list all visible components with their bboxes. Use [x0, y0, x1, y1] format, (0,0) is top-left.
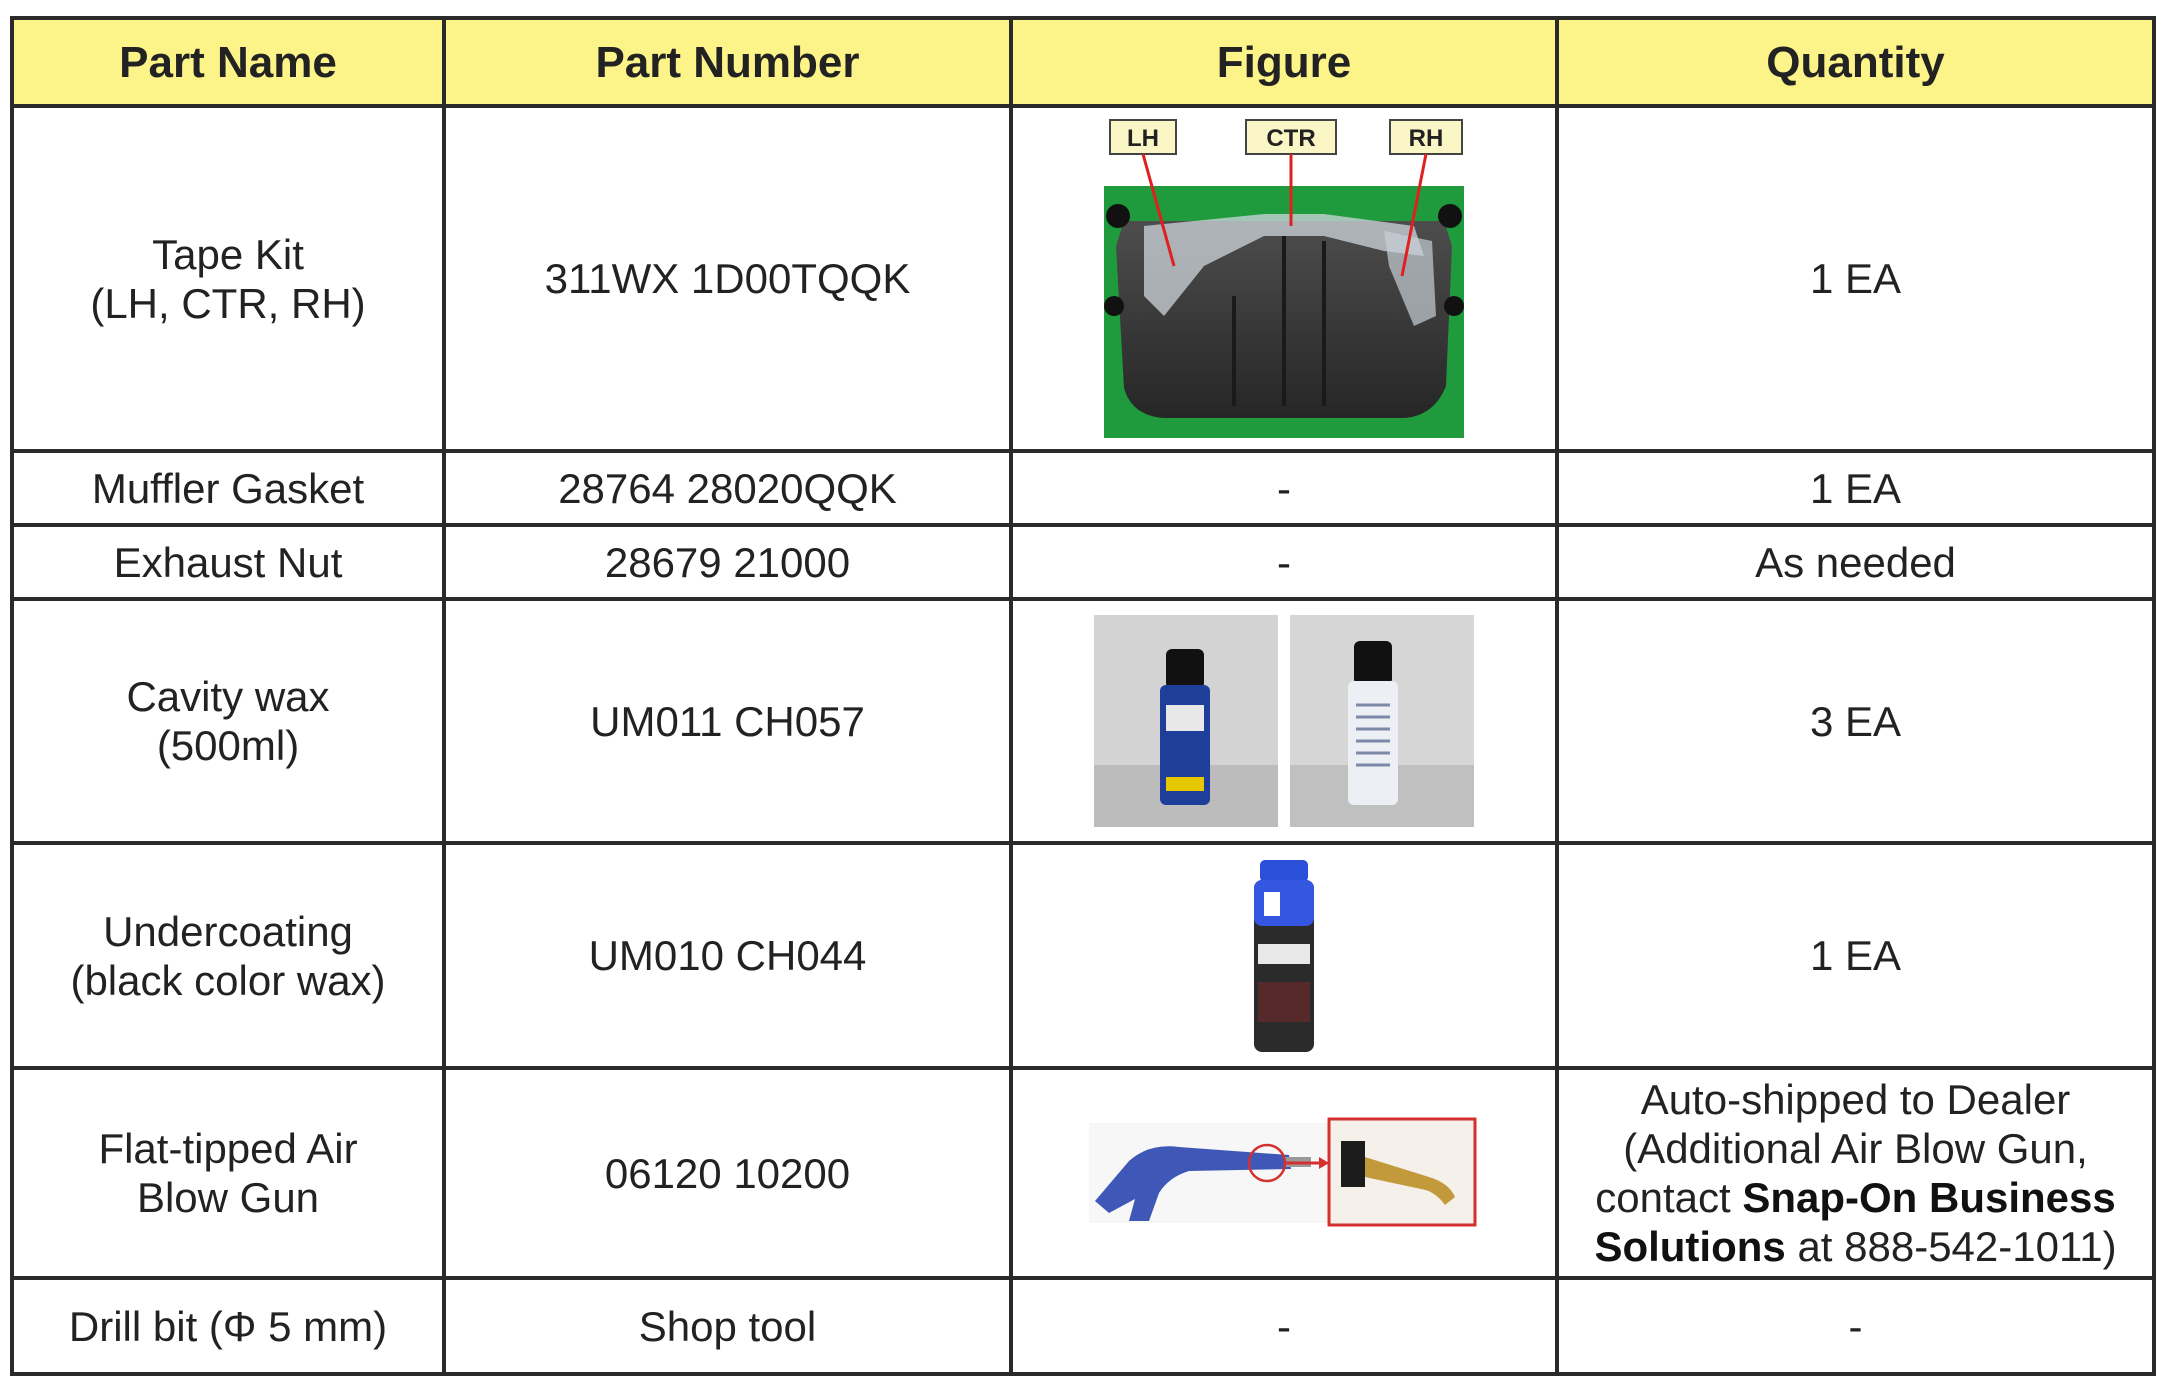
header-figure: Figure	[1011, 18, 1557, 106]
part-name-cell	[12, 106, 444, 451]
quantity-line3-prefix: contact	[1595, 1174, 1731, 1221]
quantity-line2: (Additional Air Blow Gun,	[1623, 1125, 2088, 1172]
table-row	[12, 843, 2154, 1068]
part-name-line1: Undercoating	[103, 907, 353, 955]
figure-cell	[1011, 843, 1557, 1068]
part-name-cell	[12, 1068, 444, 1278]
part-name-line1: Flat-tipped Air	[98, 1125, 358, 1172]
figure-cell	[1011, 599, 1557, 843]
cavity-wax-photo	[1094, 615, 1474, 827]
table-row	[12, 525, 2154, 599]
part-name-line2: (black color wax)	[70, 956, 386, 1004]
part-number-cell: Shop tool	[444, 1278, 1011, 1374]
table-row	[12, 451, 2154, 525]
part-name-line2: Blow Gun	[136, 1174, 320, 1221]
part-name-line1: Cavity wax	[126, 673, 330, 720]
part-name-cell: Drill bit (Φ 5 mm)	[12, 1278, 444, 1374]
part-name-line2: (500ml)	[156, 722, 300, 769]
part-name-cell	[12, 843, 444, 1068]
quantity-cell: 3 EA	[1557, 599, 2154, 843]
undercoating-can-photo	[1244, 858, 1324, 1054]
label-lh: LH	[1127, 125, 1159, 152]
header-part-name: Part Name	[12, 18, 444, 106]
quantity-line1: Auto-shipped to Dealer	[1640, 1076, 2071, 1123]
snap-on-company-name-line2: Solutions	[1594, 1223, 1786, 1270]
part-number-cell: 06120 10200	[444, 1068, 1011, 1278]
figure-cell: -	[1011, 451, 1557, 525]
part-name-line2: (LH, CTR, RH)	[90, 279, 366, 327]
snap-on-company-name-line1: Snap-On Business	[1742, 1174, 2116, 1221]
quantity-cell: 1 EA	[1557, 843, 2154, 1068]
part-name-cell: Muffler Gasket	[12, 451, 444, 525]
table-row	[12, 1278, 2154, 1374]
part-number-cell: 28764 28020QQK	[444, 451, 1011, 525]
part-number-cell: 311WX 1D00TQQK	[444, 106, 1011, 451]
table-header-row	[12, 18, 2154, 106]
header-quantity: Quantity	[1557, 18, 2154, 106]
part-name-line1: Tape Kit	[152, 230, 304, 278]
part-name-cell	[12, 599, 444, 843]
parts-table	[10, 16, 2156, 1376]
table-row	[12, 1068, 2154, 1278]
quantity-cell: 1 EA	[1557, 451, 2154, 525]
figure-cell	[1011, 1068, 1557, 1278]
air-blow-gun-photo	[1089, 1117, 1479, 1229]
header-part-number: Part Number	[444, 18, 1011, 106]
part-name-cell: Exhaust Nut	[12, 525, 444, 599]
table-row	[12, 106, 2154, 451]
table-row	[12, 599, 2154, 843]
quantity-phone-suffix: at 888-542-1011)	[1797, 1223, 2117, 1270]
part-number-cell: 28679 21000	[444, 525, 1011, 599]
part-number-cell: UM011 CH057	[444, 599, 1011, 843]
label-rh: RH	[1408, 125, 1444, 152]
figure-cell: -	[1011, 525, 1557, 599]
label-ctr: CTR	[1266, 125, 1316, 152]
figure-cell: -	[1011, 1278, 1557, 1374]
quantity-cell: -	[1557, 1278, 2154, 1374]
figure-cell	[1011, 106, 1557, 451]
tape-kit-photo	[1084, 116, 1484, 441]
quantity-cell: As needed	[1557, 525, 2154, 599]
quantity-cell	[1557, 1068, 2154, 1278]
part-number-cell: UM010 CH044	[444, 843, 1011, 1068]
quantity-cell: 1 EA	[1557, 106, 2154, 451]
